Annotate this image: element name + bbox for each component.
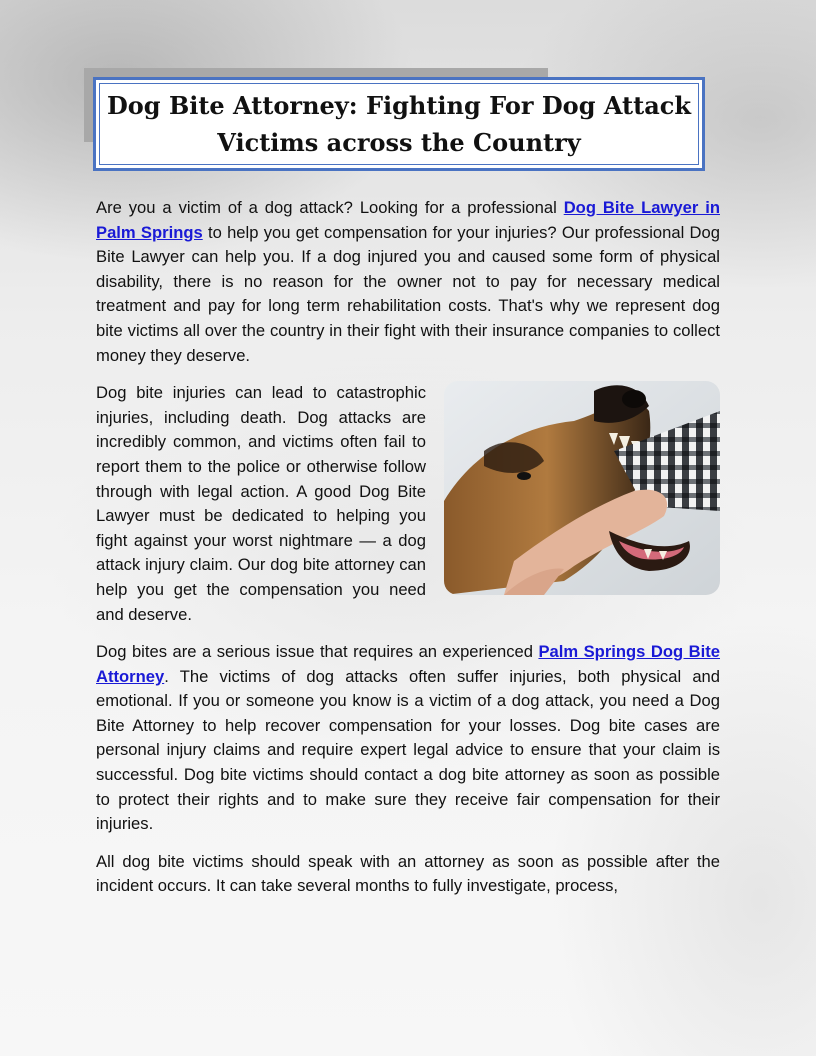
paragraph-3 (96, 640, 720, 837)
page-title (107, 87, 691, 161)
paragraph-3-text-b: . The victims of dog attacks often suffer injuries, both physical and emotional. If you or someone you know is a victim of a dog attack, you need a Dog Bite Attorney to help recover compensation for your losses. Dog bite cases are personal injury claims and require expert legal advice to ensure that your claim is successful. Dog bite victims should contact a dog bite attorney as soon as possible to protect their rights and to make sure they receive fair compensation for their injuries. (96, 666, 720, 834)
paragraph-2: Dog bite injuries can lead to catastrophic injuries, including death. Dog attacks are incredibly common, and victims often fail to report them to the police or otherwise follow through with legal action. A good Dog Bite Lawyer must be dedicated to helping you fight against your worst nightmare — a dog attack injury claim. Our dog bite attorney can help you get the compensation you need and deserve. (96, 383, 426, 624)
title-line-1: Dog Bite Attorney: Fighting For Dog Attack (106, 91, 691, 120)
paragraph-4: All dog bite victims should speak with an attorney as soon as possible after the incident occurs. It can take several months to fully investigate, process, (96, 851, 720, 896)
paragraph-3-text-a: Dog bites are a serious issue that requires an experienced (96, 642, 539, 662)
paragraph-1-text-a: Are you a victim of a dog attack? Looking for a professional (96, 198, 564, 217)
dog-bite-photo (444, 381, 720, 595)
article-body (96, 196, 720, 912)
palm-springs-attorney-link[interactable]: Palm Springs Dog Bite Attorney (96, 642, 720, 686)
title-box (93, 77, 705, 171)
paragraph-1-text-b: to help you get compensation for your injuries? Our professional Dog Bite Lawyer can help you. If a dog injured you and caused some form of physical disability, there is no reason for the owner not to pay for necessary medical treatment and pay for long term rehabilitation costs. That's why we represent dog bite victims all over the country in their fight with their insurance companies to collect money they deserve. (96, 222, 720, 365)
title-line-2: Victims across the Country (217, 128, 581, 157)
dog-bite-lawyer-link[interactable]: Dog Bite Lawyer in Palm Springs (96, 198, 720, 242)
paragraph-1 (96, 196, 720, 368)
